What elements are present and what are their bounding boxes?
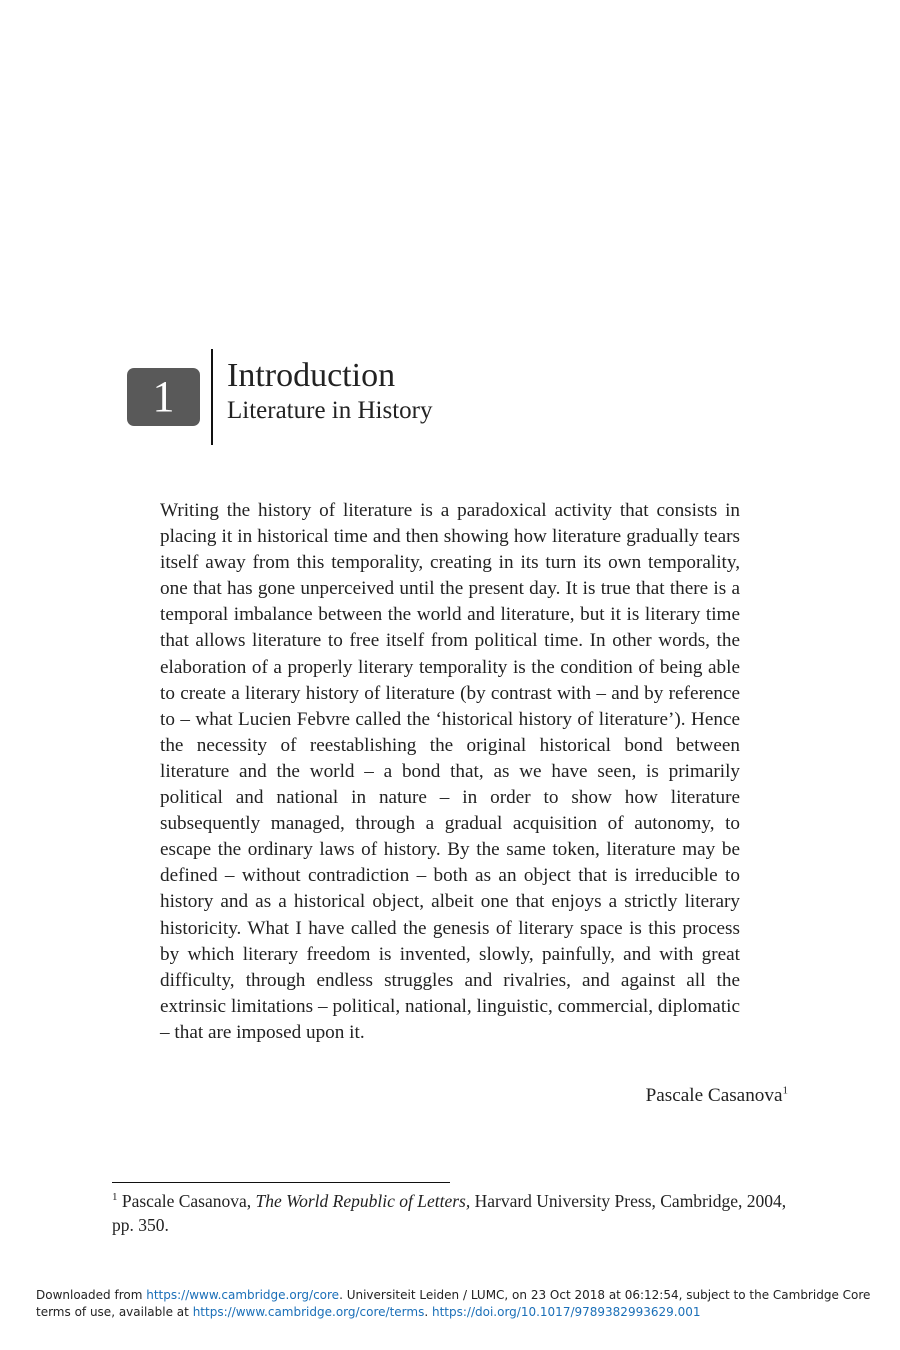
chapter-number-badge [127,368,200,426]
terms-link[interactable]: https://www.cambridge.org/core/terms [192,1305,425,1319]
footnote [112,1189,802,1237]
chapter-heading-divider [211,349,213,445]
chapter-subtitle: Literature in History [227,397,433,424]
footnote-details: Harvard University Press, Cambridge, 2004, pp. 350. [112,1191,787,1235]
chapter-title: Introduction [227,357,396,394]
footnote-reference[interactable]: 1 [782,1084,788,1097]
footnote-marker: 1 [112,1191,118,1204]
notice-prefix: Downloaded from [36,1288,143,1302]
notice-separator: . [424,1305,429,1319]
cambridge-core-link[interactable]: https://www.cambridge.org/core [146,1288,340,1302]
download-notice [36,1287,876,1321]
footnote-book-title: The World Republic of Letters, [255,1191,471,1211]
footnote-divider [112,1182,450,1183]
epigraph-attribution [646,1083,788,1109]
footnote-author: Pascale Casanova, [121,1191,252,1211]
epigraph-text: Writing the history of literature is a paradoxical activity that consists in placing it in historical time and then showing how literature gradually tears itself away from this temporality, creating in its turn its own temporality, one that has gone unperceived until the present day. It is true that there is a temporal imbalance between the world and literature, but it is literary time that allows literature to free itself from political time. In other words, the elaboration of a properly literary temporality is the condition of being able to create a literary history of literature (by contrast with – and by reference to – what Lucien Febvre called the ‘historical history of literature’). Hence the necessity of reestablishing the original historical bond between literature and the world – a bond that, as we have seen, is primarily political and national in nature – in order to show how literature subsequently managed, through a gradual acquisition of autonomy, to escape the ordinary laws of history. By the same token, literature may be defined – without contradiction – both as an object that is irreducible to history and as a historical object, albeit one that enjoys a strictly literary historicity. What I have called the genesis of literary space is this process by which literary freedom is invented, slowly, painfully, and with great difficulty, through endless struggles and rivalries, and against all the extrinsic limitations – political, national, linguistic, commercial, diplomatic – that are imposed upon it. [160,500,740,1043]
attribution-author: Pascale Casanova [645,1085,783,1106]
chapter-number: 1 [152,372,175,421]
notice-middle: . Universiteit Leiden / LUMC, on 23 Oct 2018 at 06:12:54, subject to the Cambridge Core terms of use, available at [36,1288,871,1319]
doi-link[interactable]: https://doi.org/10.1017/9789382993629.001 [431,1305,701,1319]
